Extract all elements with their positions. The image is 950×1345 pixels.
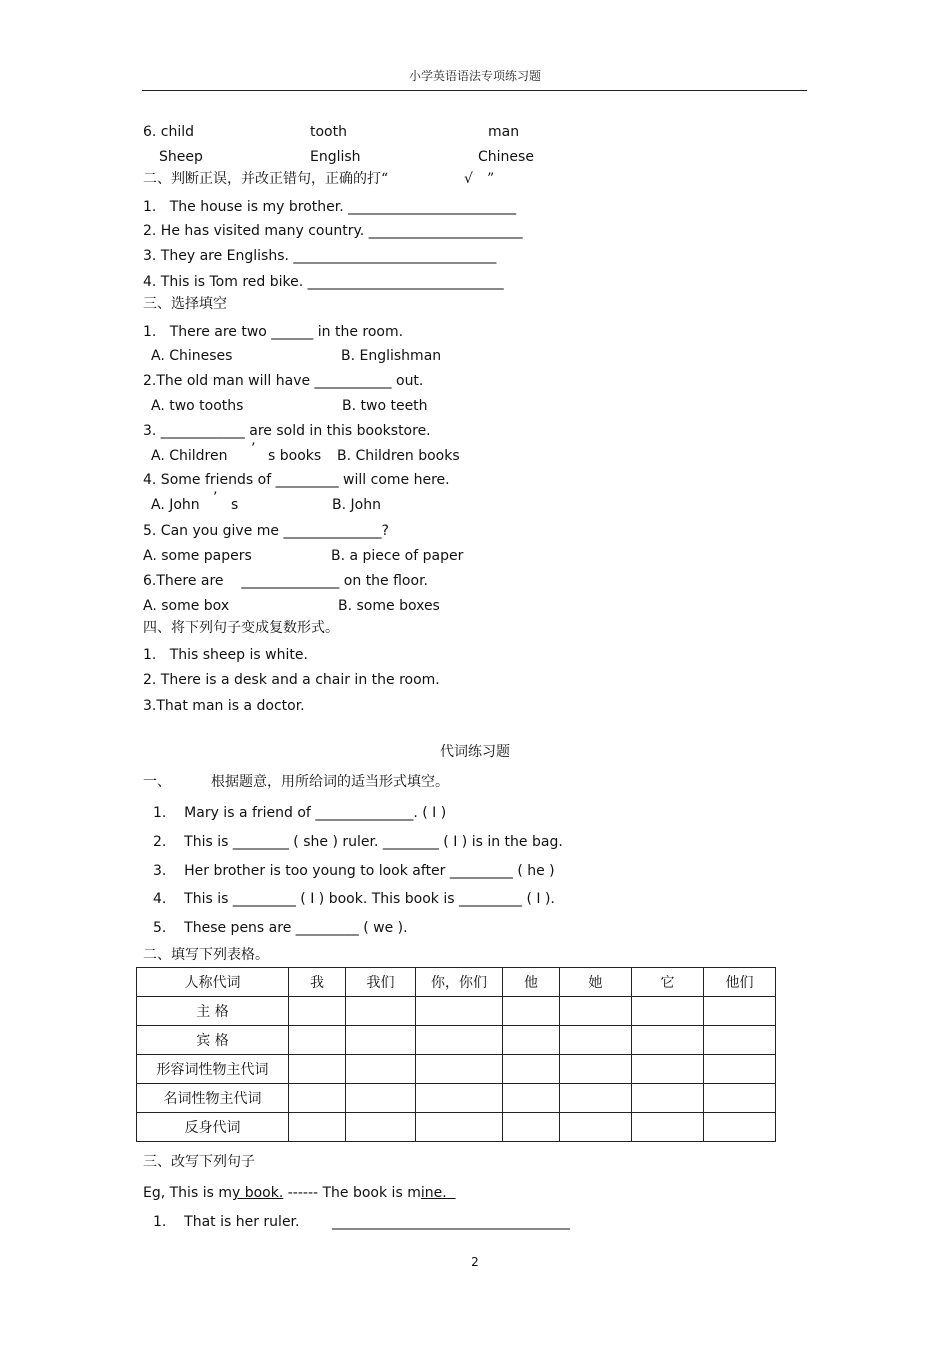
part2-item-2: 2. He has visited many country. ______________________ <box>143 223 523 239</box>
table-header-cell: 我 <box>289 968 346 997</box>
part3-q1: 1. There are two ______ in the room. <box>143 324 404 340</box>
pronoun-part3-heading: 三、改写下列句子 <box>143 1154 255 1170</box>
table-cell <box>346 1026 416 1055</box>
table-cell <box>416 1113 503 1142</box>
part3-q3-option-a-part2: s books <box>268 448 322 464</box>
pronoun-part1-instruction: 根据题意，用所给词的适当形式填空。 <box>211 774 449 790</box>
part2-item-3: 3. They are Englishs. _____________________________ <box>143 248 497 264</box>
part3-q4-option-b: B. John <box>332 497 381 513</box>
table-header-cell: 它 <box>632 968 704 997</box>
table-cell <box>704 1084 776 1113</box>
part3-q1-option-a: A. Chineses <box>151 348 233 364</box>
table-cell <box>560 997 632 1026</box>
table-header-cell: 他 <box>503 968 560 997</box>
part2-item-1: 1. The house is my brother. ________________________ <box>143 199 517 215</box>
fill-item-4: 4. This is _________ ( I ) book. This book is _________ ( I ). <box>153 891 555 907</box>
table-row <box>137 1113 776 1142</box>
part3-q6-option-a: A. some box <box>143 598 230 614</box>
q6-word-1: 6. child <box>143 124 195 140</box>
part3-heading: 三、选择填空 <box>143 296 227 312</box>
fill-item-3: 3. Her brother is too young to look after _________ ( he ) <box>153 863 555 879</box>
table-cell <box>632 1084 704 1113</box>
example-sentence <box>143 1184 456 1202</box>
part3-q5-option-b: B. a piece of paper <box>331 548 464 564</box>
table-cell <box>503 1055 560 1084</box>
table-cell <box>346 1084 416 1113</box>
table-header-row <box>137 968 776 997</box>
example-prefix: Eg, This is <box>143 1185 219 1201</box>
part3-q2: 2.The old man will have ___________ out. <box>143 373 424 389</box>
table-cell <box>503 1026 560 1055</box>
part3-q2-option-b: B. two teeth <box>342 398 428 414</box>
table-row <box>137 997 776 1026</box>
part3-q3-option-b: B. Children books <box>337 448 460 464</box>
check-mark: √ <box>464 171 473 187</box>
table-cell <box>346 1113 416 1142</box>
table-cell <box>416 1055 503 1084</box>
table-row <box>137 1084 776 1113</box>
part3-q2-option-a: A. two tooths <box>151 398 244 414</box>
part3-q4-option-a-part2: s <box>231 497 239 513</box>
table-cell <box>416 1084 503 1113</box>
part3-q1-option-b: B. Englishman <box>341 348 442 364</box>
part3-q5-option-a: A. some papers <box>143 548 252 564</box>
part3-q3-option-a-apostrophe: ’ <box>251 441 256 457</box>
table-cell <box>560 1055 632 1084</box>
fill-item-2: 2. This is ________ ( she ) ruler. ________ ( I ) is in the bag. <box>153 834 563 850</box>
table-header-cell: 人称代词 <box>137 968 289 997</box>
example-middle: ------ The book is <box>283 1185 408 1201</box>
pronoun-table <box>136 967 776 1142</box>
q6-word-4: Sheep <box>159 149 203 165</box>
header-title: 小学英语语法专项练习题 <box>408 69 541 83</box>
table-cell <box>503 1084 560 1113</box>
pronoun-part2-heading: 二、填写下列表格。 <box>143 947 269 963</box>
table-cell <box>632 1055 704 1084</box>
table-cell <box>632 1026 704 1055</box>
part3-q5: 5. Can you give me ______________? <box>143 523 389 539</box>
table-cell <box>503 997 560 1026</box>
table-cell <box>704 1026 776 1055</box>
table-header-cell: 她 <box>560 968 632 997</box>
table-cell <box>632 1113 704 1142</box>
part3-q3: 3. ____________ are sold in this bookstore. <box>143 423 431 439</box>
table-cell <box>560 1084 632 1113</box>
fill-item-1: 1. Mary is a friend of ______________. ( I ) <box>153 805 447 821</box>
part3-q6: 6.There are ______________ on the floor. <box>143 573 428 589</box>
table-row <box>137 1026 776 1055</box>
table-cell <box>416 997 503 1026</box>
table-cell <box>704 1055 776 1084</box>
table-cell <box>560 1113 632 1142</box>
table-cell <box>289 997 346 1026</box>
part3-q4: 4. Some friends of _________ will come here. <box>143 472 450 488</box>
part3-q6-option-b: B. some boxes <box>338 598 440 614</box>
part4-heading: 四、将下列句子变成复数形式。 <box>143 620 339 636</box>
table-cell <box>289 1026 346 1055</box>
part3-q4-option-a-apostrophe: ’ <box>213 490 218 506</box>
table-row-label: 名词性物主代词 <box>137 1084 289 1113</box>
q6-word-6: Chinese <box>478 149 534 165</box>
part4-item-1: 1. This sheep is white. <box>143 647 308 663</box>
table-row-label: 主 格 <box>137 997 289 1026</box>
table-cell <box>632 997 704 1026</box>
close-quote: ” <box>487 171 495 187</box>
table-cell <box>704 997 776 1026</box>
part4-item-2: 2. There is a desk and a chair in the room. <box>143 672 440 688</box>
part3-q4-option-a-part1: A. John <box>151 497 200 513</box>
table-header-cell: 他们 <box>704 968 776 997</box>
table-cell <box>289 1055 346 1084</box>
q6-word-3: man <box>488 124 520 140</box>
example-underline-2b: ine. <box>420 1185 456 1201</box>
table-header-cell: 我们 <box>346 968 416 997</box>
header-divider <box>142 90 807 91</box>
table-cell <box>560 1026 632 1055</box>
table-header-cell: 你，你们 <box>416 968 503 997</box>
q6-word-2: tooth <box>310 124 347 140</box>
fill-item-5: 5. These pens are _________ ( we ). <box>153 920 408 936</box>
pronoun-section-title: 代词练习题 <box>440 744 510 760</box>
part2-heading: 二、判断正误，并改正错句，正确的打“ <box>143 171 389 187</box>
table-row <box>137 1055 776 1084</box>
example-underline-1b: y book. <box>231 1185 284 1201</box>
table-cell <box>346 997 416 1026</box>
part4-item-3: 3.That man is a doctor. <box>143 698 305 714</box>
table-cell <box>416 1026 503 1055</box>
rewrite-item-1-answer-line: __________________________________ <box>332 1214 570 1230</box>
example-underline-1a: m <box>218 1185 232 1201</box>
q6-word-5: English <box>310 149 361 165</box>
part2-item-4: 4. This is Tom red bike. ____________________________ <box>143 274 504 290</box>
table-row-label: 反身代词 <box>137 1113 289 1142</box>
example-underline-2a: m <box>407 1185 421 1201</box>
table-row-label: 形容词性物主代词 <box>137 1055 289 1084</box>
part3-q3-option-a-part1: A. Children <box>151 448 228 464</box>
table-cell <box>346 1055 416 1084</box>
table-cell <box>503 1113 560 1142</box>
table-row-label: 宾 格 <box>137 1026 289 1055</box>
table-cell <box>289 1084 346 1113</box>
table-cell <box>704 1113 776 1142</box>
page-number: 2 <box>471 1255 479 1269</box>
rewrite-item-1: 1. That is her ruler. <box>153 1214 300 1230</box>
table-cell <box>289 1113 346 1142</box>
pronoun-part1-label: 一、 <box>143 774 171 790</box>
